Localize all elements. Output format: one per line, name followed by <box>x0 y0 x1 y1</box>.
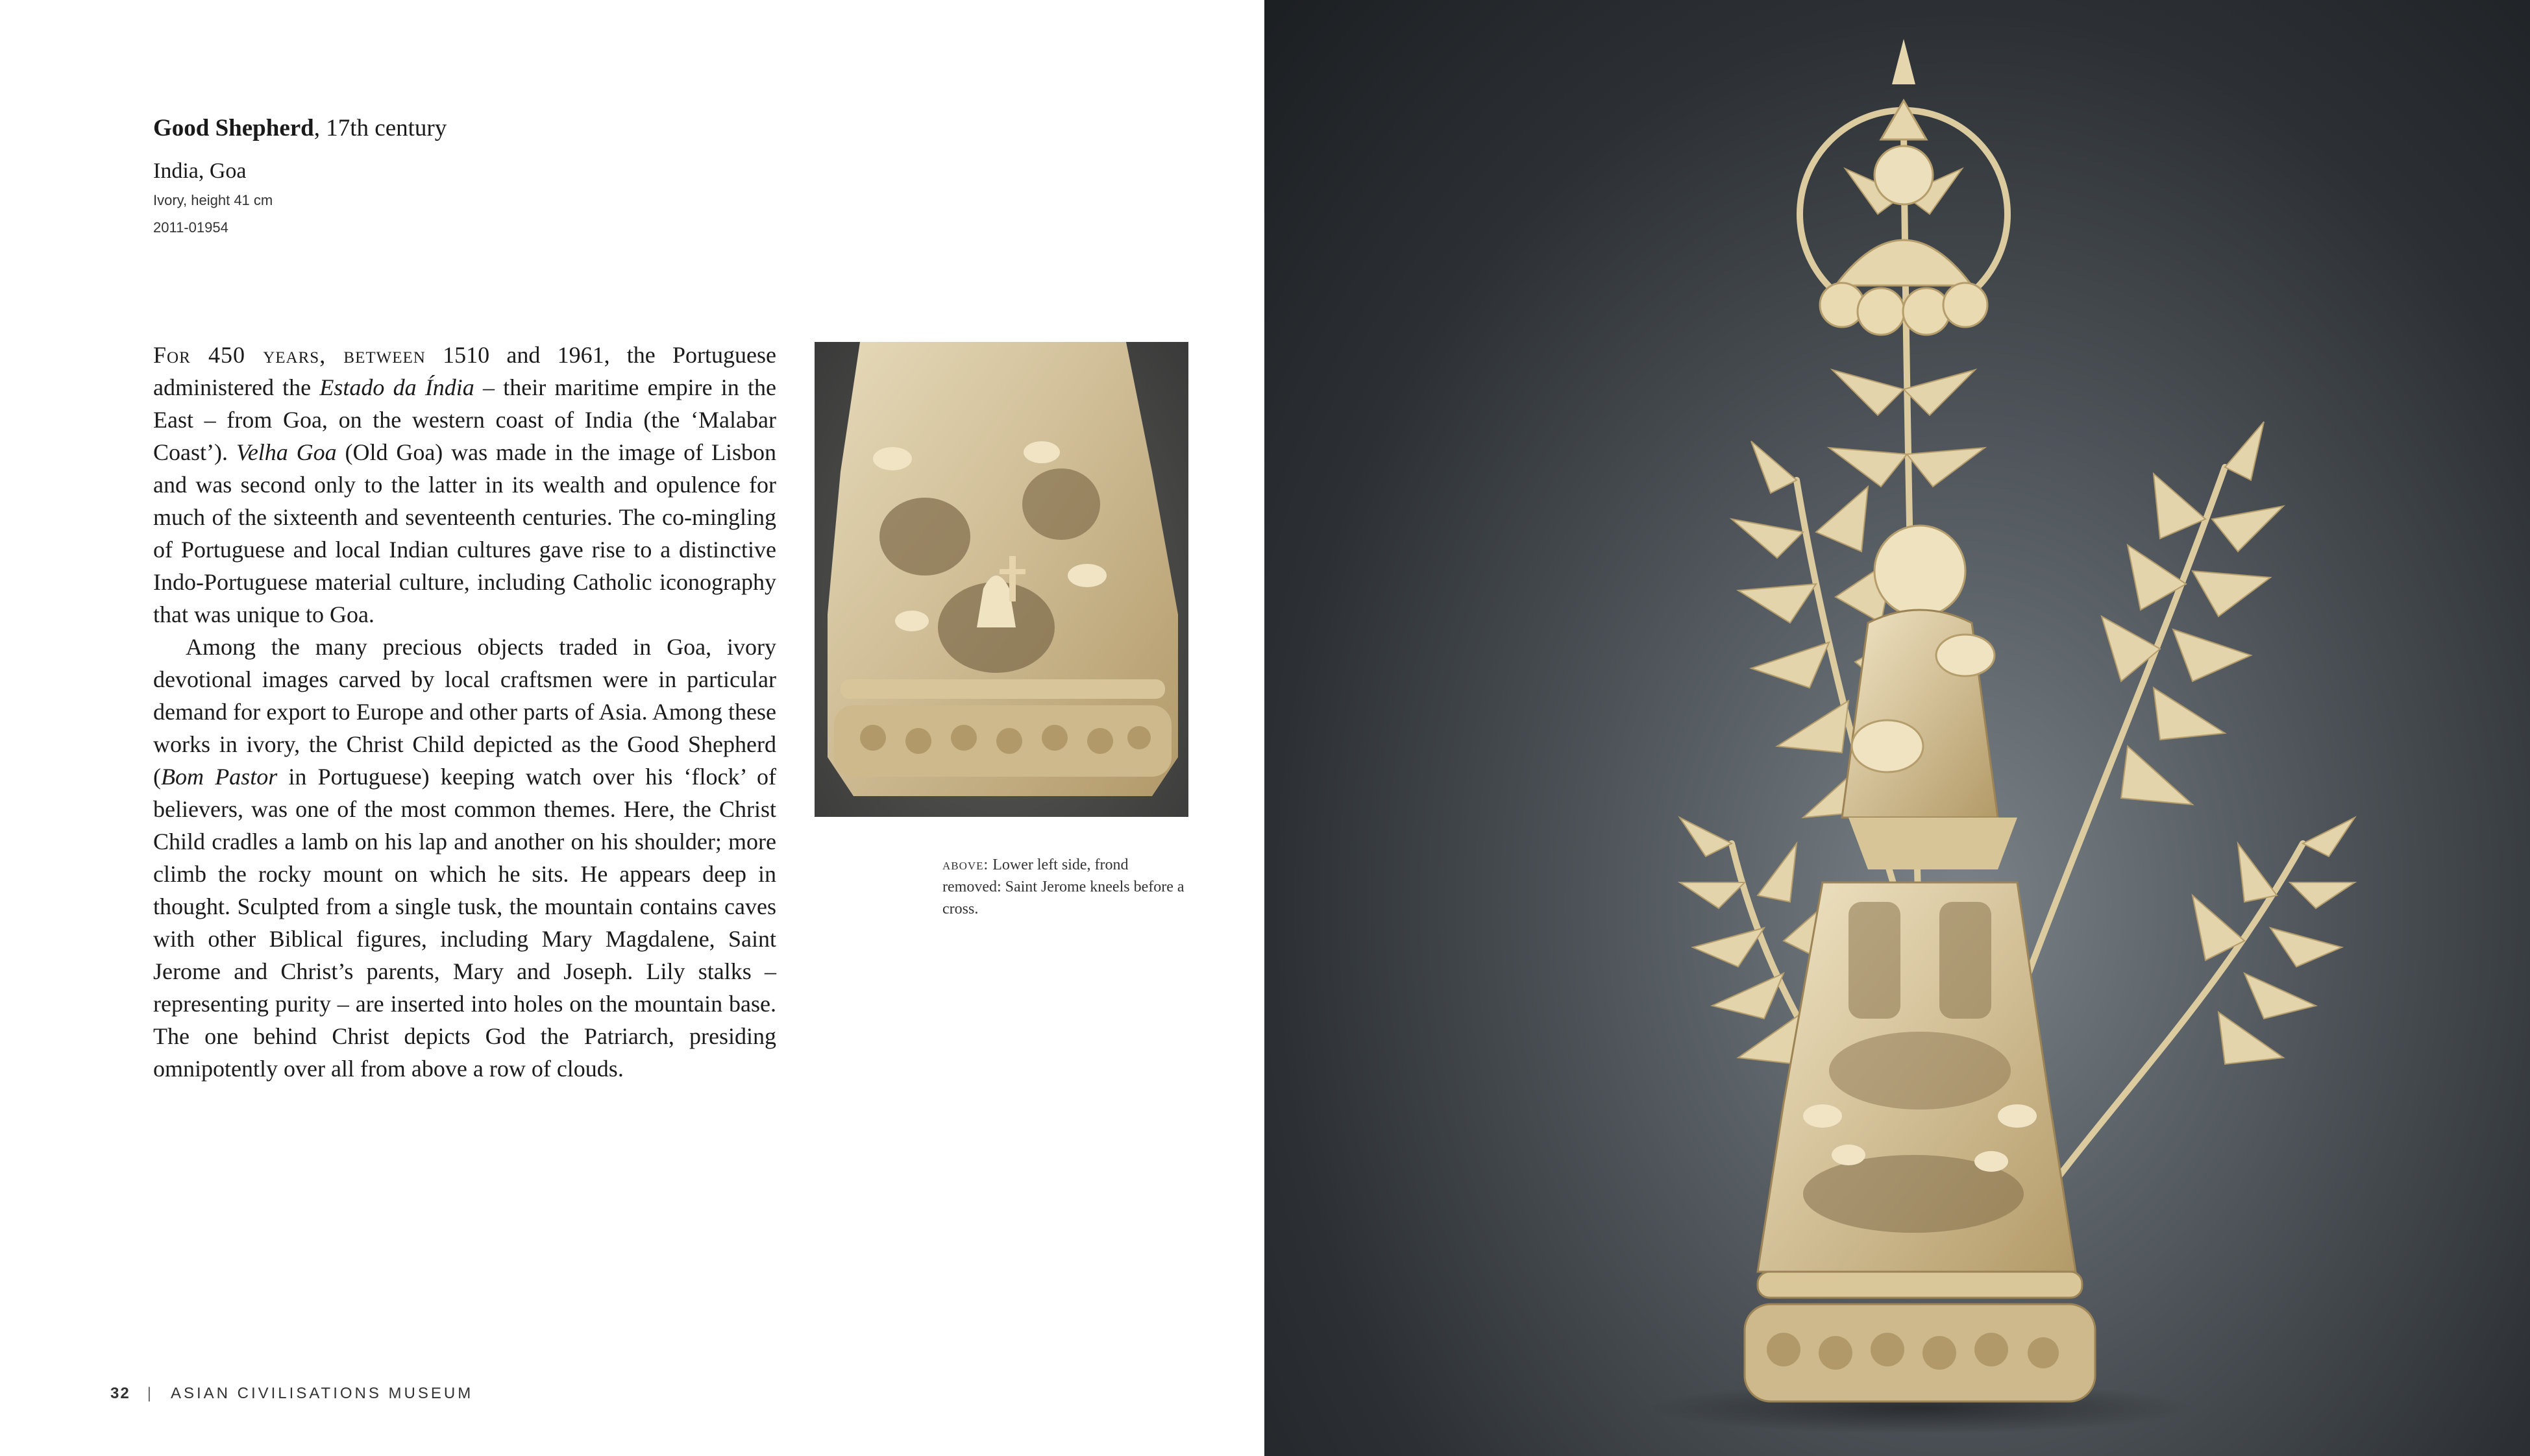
publisher-name: ASIAN CIVILISATIONS MUSEUM <box>170 1385 474 1402</box>
object-accession-number: 2011-01954 <box>153 219 228 236</box>
paragraph-2 <box>153 631 776 1085</box>
paragraph-text: (Old Goa) was made in the image of Lisbon and was second only to the latter in its wealth and opulence for much of the sixteenth and seventeenth centuries. The co-mingling of Portuguese and local Indian cultures gave rise to a distinctive Indo-Portuguese material culture, including Catholic iconography that was unique to Goa. <box>153 439 777 627</box>
footer-separator: | <box>147 1385 154 1402</box>
paragraph-1 <box>153 339 776 631</box>
italic-term: Estado da Índia <box>319 374 474 400</box>
object-date: , 17th century <box>313 115 447 141</box>
italic-term: Bom Pastor <box>161 764 278 790</box>
page-number: 32 <box>110 1385 130 1402</box>
ivory-detail-illustration <box>815 342 1188 817</box>
object-header <box>153 112 737 241</box>
object-title: Good Shepherd <box>153 115 314 141</box>
paragraph-text: 1510 and 1961, the Portuguese administered the <box>153 342 777 400</box>
italic-term: Velha Goa <box>236 439 337 465</box>
paragraph-lead-in: For 450 years, between <box>153 342 426 368</box>
sculpture-base <box>1745 1272 2095 1401</box>
caption-lead: above: <box>942 856 989 873</box>
left-page <box>0 0 1264 1456</box>
main-photo <box>1264 0 2530 1456</box>
object-origin: India, Goa <box>153 159 247 183</box>
good-shepherd-sculpture-illustration <box>1264 0 2530 1456</box>
caption-text: Lower left side, frond removed: Saint Jerome kneels before a cross. <box>942 856 1185 917</box>
page-footer <box>110 1385 473 1403</box>
object-material: Ivory, height 41 cm <box>153 192 273 208</box>
body-text <box>153 339 776 1085</box>
object-title-line <box>153 112 737 145</box>
detail-photo <box>815 342 1188 817</box>
paragraph-text: Among the many precious objects traded in Goa, ivory devotional images carved by local craftsmen were in particular demand for export to Europe and other parts of Asia. Among these works in ivory, the Christ Child depicted as the Good Shepherd ( <box>153 634 776 790</box>
photo-caption <box>942 854 1189 920</box>
paragraph-text: – their maritime empire in the East – from Goa, on the western coast of India (the ‘Malabar Coast’). <box>153 374 777 465</box>
paragraph-text: in Portuguese) keeping watch over his ‘flock’ of believers, was one of the most common themes. Here, the Christ Child cradles a lamb on his lap and another on his shoulder; more climb the rocky mount on which he sits. He appears deep in thought. Sculpted from a single tusk, the mountain contains caves with other Biblical figures, including Mary Magdalene, Saint Jerome and Christ’s parents, Mary and Joseph. Lily stalks – representing purity – are inserted into holes on the mountain base. The one behind Christ depicts God the Patriarch, presiding omnipotently over all from above a row of clouds. <box>153 764 777 1082</box>
